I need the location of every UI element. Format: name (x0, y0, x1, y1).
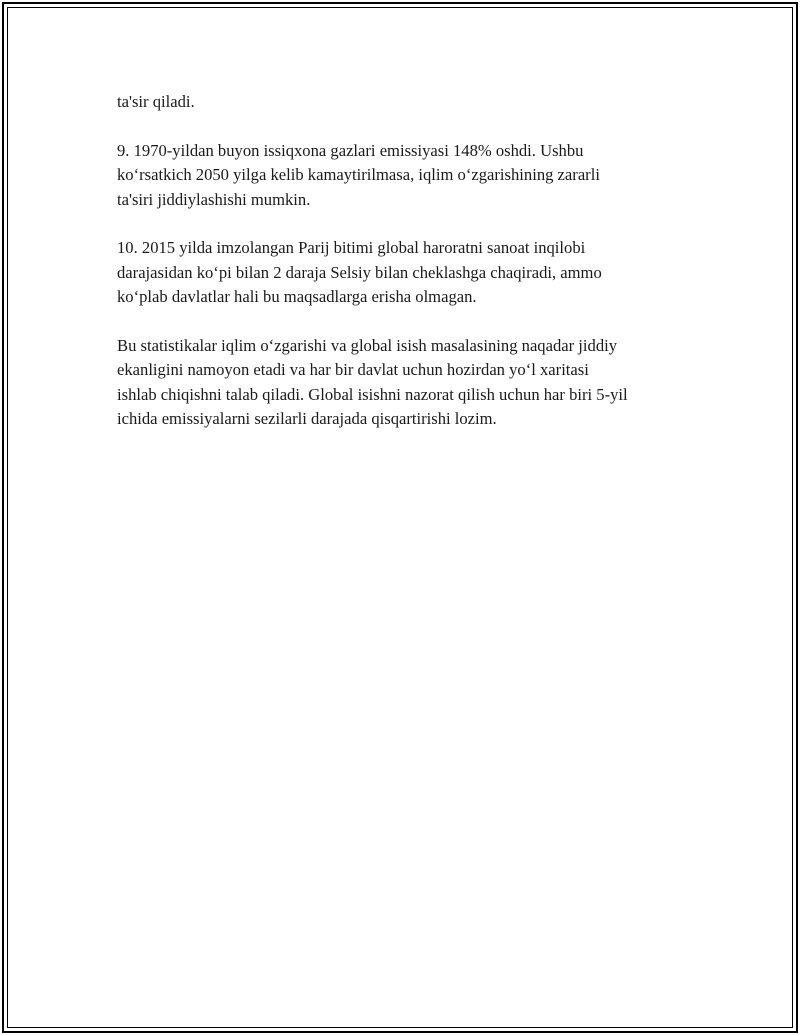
paragraph-line: ko‘plab davlatlar hali bu maqsadlarga erisha olmagan. (117, 287, 477, 307)
paragraph-conclusion (117, 334, 697, 432)
paragraph-line: 10. 2015 yilda imzolangan Parij bitimi global haroratni sanoat inqilobi (117, 238, 586, 258)
paragraph-line: ta'siri jiddiylashishi mumkin. (117, 189, 311, 209)
paragraph-line: ekanligini namoyon etadi va har bir davlat uchun hozirdan yo‘l xaritasi (117, 360, 589, 380)
paragraph-line: ko‘rsatkich 2050 yilga kelib kamaytirilmasa, iqlim o‘zgarishining zararli (117, 165, 600, 185)
paragraph-continuation (117, 90, 697, 114)
paragraph-line: Bu statistikalar iqlim o‘zgarishi va global isish masalasining naqadar jiddiy (117, 336, 618, 356)
paragraph-line: ta'sir qiladi. (117, 92, 195, 111)
paragraph-line: ishlab chiqishni talab qiladi. Global isishni nazorat qilish uchun har biri 5-yil (117, 384, 628, 404)
paragraph-line: ichida emissiyalarni sezilarli darajada qisqartirishi lozim. (117, 409, 497, 429)
paragraph-line: darajasidan ko‘pi bilan 2 daraja Selsiy bilan cheklashga chaqiradi, ammo (117, 262, 602, 282)
paragraph-item-10 (117, 236, 697, 309)
document-body (117, 90, 697, 456)
paragraph-item-9 (117, 139, 697, 212)
paragraph-line: 9. 1970-yildan buyon issiqxona gazlari emissiyasi 148% oshdi. Ushbu (117, 140, 584, 160)
